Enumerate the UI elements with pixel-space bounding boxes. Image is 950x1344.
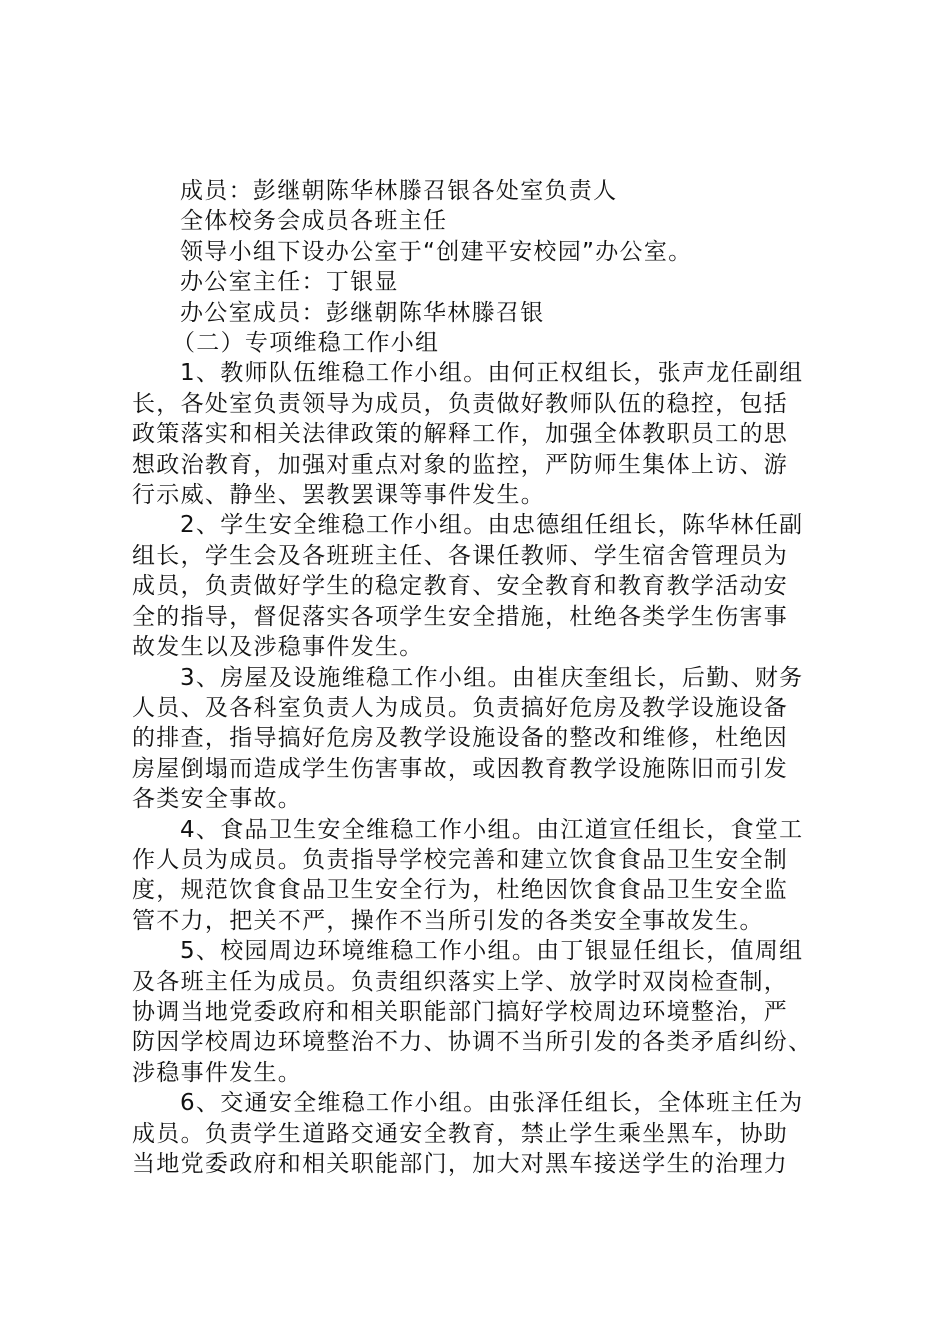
paragraph-line: 行示威、静坐、罢教罢课等事件发生。 <box>132 482 546 509</box>
paragraph-line: 作人员为成员。负责指导学校完善和建立饮食食品卫生安全制 <box>132 846 789 873</box>
members-line-2: 全体校务会成员各班主任 <box>180 208 448 235</box>
paragraph-line: 的排查，指导搞好危房及教学设施设备的整改和维修，杜绝因 <box>132 725 789 752</box>
paragraph-line: 度，规范饮食食品卫生安全行为，杜绝因饮食食品卫生安全监 <box>132 877 789 904</box>
section-heading: （二）专项维稳工作小组 <box>172 330 440 357</box>
paragraph-line: 政策落实和相关法律政策的解释工作，加强全体教职员工的思 <box>132 421 789 448</box>
paragraph-line: 当地党委政府和相关职能部门，加大对黑车接送学生的治理力 <box>132 1151 789 1177</box>
paragraph-line: 想政治教育，加强对重点对象的监控，严防师生集体上访、游 <box>132 451 789 478</box>
paragraph-line: 1、教师队伍维稳工作小组。由何正权组长，张声龙任副组 <box>180 360 804 387</box>
paragraph-line: 4、食品卫生安全维稳工作小组。由江道宣任组长，食堂工 <box>180 816 804 843</box>
document-body <box>132 176 852 1179</box>
paragraph-line: 5、校园周边环境维稳工作小组。由丁银显任组长，值周组 <box>180 938 804 965</box>
paragraph-student-group <box>132 510 852 662</box>
paragraph-line: 防因学校周边环境整治不力、协调不当所引发的各类矛盾纠纷、 <box>132 1029 813 1056</box>
paragraph-line: 2、学生安全维稳工作小组。由忠德组任组长，陈华林任副 <box>180 512 804 539</box>
paragraph-line: 各类安全事故。 <box>132 786 303 813</box>
paragraph-line: 及各班主任为成员。负责组织落实上学、放学时双岗检查制， <box>132 968 789 995</box>
paragraph-line: 6、交通安全维稳工作小组。由张泽任组长，全体班主任为 <box>180 1090 804 1117</box>
paragraph-line: 房屋倒塌而造成学生伤害事故，或因教育教学设施陈旧而引发 <box>132 755 789 782</box>
paragraph-line: 3、房屋及设施维稳工作小组。由崔庆奎组长，后勤、财务 <box>180 664 804 691</box>
paragraph-housing-group <box>132 663 852 815</box>
paragraph-line: 人员、及各科室负责人为成员。负责搞好危房及教学设施设备 <box>132 694 789 721</box>
paragraph-line: 涉稳事件发生。 <box>132 1059 303 1086</box>
paragraph-line: 成员。负责学生道路交通安全教育，禁止学生乘坐黑车，协助 <box>132 1120 789 1147</box>
paragraph-traffic-group <box>132 1088 852 1179</box>
members-line: 成员：彭继朝陈华林滕召银各处室负责人 <box>180 178 618 204</box>
paragraph-teacher-group <box>132 358 852 510</box>
office-setup-line: 领导小组下设办公室于“创建平安校园”办公室。 <box>180 238 693 265</box>
paragraph-line: 协调当地党委政府和相关职能部门搞好学校周边环境整治，严 <box>132 998 789 1025</box>
paragraph-line: 全的指导，督促落实各项学生安全措施，杜绝各类学生伤害事 <box>132 603 789 630</box>
paragraph-line: 组长，学生会及各班班主任、各课任教师、学生宿舍管理员为 <box>132 542 789 569</box>
paragraph-line: 成员，负责做好学生的稳定教育、安全教育和教育教学活动安 <box>132 573 789 600</box>
paragraph-line: 故发生以及涉稳事件发生。 <box>132 634 424 661</box>
office-director-line: 办公室主任：丁银显 <box>180 269 399 296</box>
paragraph-line: 长，各处室负责领导为成员，负责做好教师队伍的稳控，包括 <box>132 390 789 417</box>
office-members-line: 办公室成员：彭继朝陈华林滕召银 <box>180 299 545 326</box>
paragraph-line: 管不力，把关不严，操作不当所引发的各类安全事故发生。 <box>132 907 764 934</box>
paragraph-campus-environment-group <box>132 936 852 1088</box>
paragraph-food-group <box>132 815 852 937</box>
